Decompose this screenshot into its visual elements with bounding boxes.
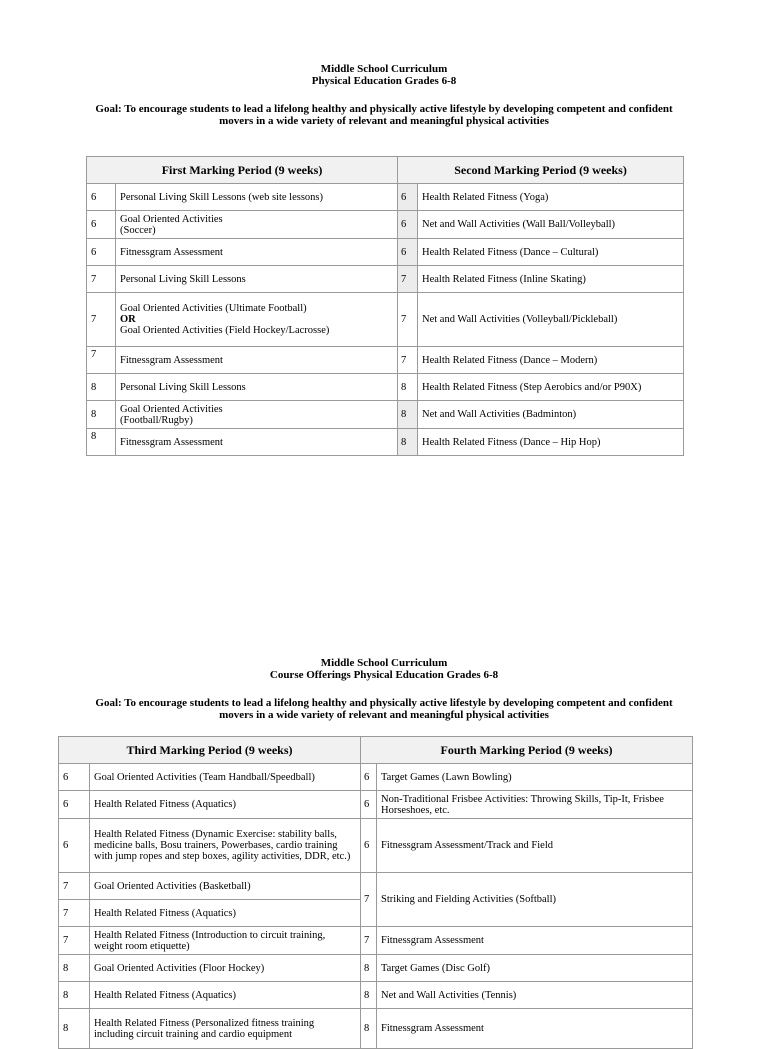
page2-goal-line2: movers in a wide variety of relevant and meaningful physical activities: [219, 709, 549, 721]
header-third-period: Third Marking Period (9 weeks): [59, 737, 361, 764]
grade-cell: 8: [59, 1009, 90, 1049]
activity-cell: Personal Living Skill Lessons: [116, 266, 398, 293]
activity-cell: [116, 293, 398, 347]
activity-line: Goal Oriented Activities: [120, 403, 223, 415]
grade-cell: 6: [87, 184, 116, 211]
grade-cell: 7: [59, 927, 90, 955]
activity-line: Goal Oriented Activities (Ultimate Football): [120, 303, 307, 314]
grade-cell: 6: [59, 764, 90, 791]
activity-cell: Goal Oriented Activities (Basketball): [90, 873, 361, 900]
grade-cell: 7: [398, 266, 418, 293]
grade-cell: 6: [398, 184, 418, 211]
page1-table: [86, 156, 684, 456]
grade-cell: 8: [398, 429, 418, 456]
grade-cell: 6: [87, 211, 116, 239]
page2-goal-line1: Goal: To encourage students to lead a lifelong healthy and physically active lifestyle by developing competent and confident: [95, 697, 673, 709]
activity-cell: Health Related Fitness (Dynamic Exercise: stability balls, medicine balls, Bosu trainers, Powerbases, cardio training with jump ropes and step boxes, agility activities, DDR, etc.): [90, 819, 361, 873]
table-header-row: [87, 157, 684, 184]
table-row: [87, 374, 684, 401]
grade-cell: 7: [87, 347, 116, 374]
table-row: [59, 1009, 693, 1049]
table-row: [59, 982, 693, 1009]
activity-cell: Fitnessgram Assessment: [377, 1009, 693, 1049]
activity-cell: Non-Traditional Frisbee Activities: Throwing Skills, Tip-It, Frisbee Horseshoes, etc.: [377, 791, 693, 819]
grade-cell: 8: [87, 374, 116, 401]
activity-cell: Personal Living Skill Lessons (web site lessons): [116, 184, 398, 211]
grade-cell: 8: [87, 401, 116, 429]
grade-cell: 8: [361, 955, 377, 982]
grade-cell: 6: [59, 819, 90, 873]
activity-cell: Health Related Fitness (Aquatics): [90, 791, 361, 819]
activity-cell: Fitnessgram Assessment: [116, 347, 398, 374]
activity-cell: Net and Wall Activities (Volleyball/Pickleball): [418, 293, 684, 347]
activity-cell: Target Games (Lawn Bowling): [377, 764, 693, 791]
page2-table: [58, 736, 693, 1049]
activity-cell: Net and Wall Activities (Badminton): [418, 401, 684, 429]
activity-cell: Fitnessgram Assessment/Track and Field: [377, 819, 693, 873]
table-row: [87, 239, 684, 266]
activity-cell: Personal Living Skill Lessons: [116, 374, 398, 401]
grade-cell: 6: [361, 764, 377, 791]
table-row: [87, 184, 684, 211]
page1-header: [0, 63, 768, 127]
grade-cell: 7: [361, 873, 377, 927]
grade-cell: 7: [398, 347, 418, 374]
activity-cell: Health Related Fitness (Aquatics): [90, 982, 361, 1009]
grade-cell: 8: [87, 429, 116, 456]
activity-line: Goal Oriented Activities: [120, 213, 223, 225]
activity-line: (Soccer): [120, 224, 156, 236]
activity-cell: Health Related Fitness (Introduction to circuit training, weight room etiquette): [90, 927, 361, 955]
table-row: [87, 401, 684, 429]
grade-cell: 8: [59, 955, 90, 982]
grade-cell: 6: [398, 211, 418, 239]
or-label: OR: [120, 314, 136, 325]
grade-cell: 6: [398, 239, 418, 266]
activity-cell: Fitnessgram Assessment: [377, 927, 693, 955]
grade-cell: 8: [361, 982, 377, 1009]
table-row: [87, 266, 684, 293]
grade-cell: 8: [361, 1009, 377, 1049]
activity-cell: Health Related Fitness (Inline Skating): [418, 266, 684, 293]
activity-cell: Goal Oriented Activities (Floor Hockey): [90, 955, 361, 982]
grade-cell: 6: [361, 791, 377, 819]
grade-cell: 8: [398, 374, 418, 401]
grade-cell: 7: [87, 293, 116, 347]
grade-cell: 6: [87, 239, 116, 266]
activity-cell: Fitnessgram Assessment: [116, 239, 398, 266]
grade-cell: 8: [59, 982, 90, 1009]
activity-cell: Health Related Fitness (Dance – Modern): [418, 347, 684, 374]
page2-title-line1: Middle School Curriculum: [320, 657, 448, 669]
activity-cell: Health Related Fitness (Step Aerobics and/or P90X): [418, 374, 684, 401]
activity-cell: Net and Wall Activities (Tennis): [377, 982, 693, 1009]
activity-cell: [116, 211, 398, 239]
activity-cell: Health Related Fitness (Aquatics): [90, 900, 361, 927]
table-row: [59, 873, 693, 900]
grade-cell: 7: [398, 293, 418, 347]
table-row: [59, 819, 693, 873]
page1-goal-line2: movers in a wide variety of relevant and meaningful physical activities: [219, 115, 549, 127]
activity-line: Goal Oriented Activities (Field Hockey/Lacrosse): [120, 325, 330, 336]
table-header-row: [59, 737, 693, 764]
grade-cell: 6: [59, 791, 90, 819]
grade-cell: 7: [59, 900, 90, 927]
activity-cell: Goal Oriented Activities (Team Handball/Speedball): [90, 764, 361, 791]
header-second-period: Second Marking Period (9 weeks): [398, 157, 684, 184]
page1-goal-line1: Goal: To encourage students to lead a lifelong healthy and physically active lifestyle by developing competent and confident: [95, 103, 673, 115]
activity-cell: Fitnessgram Assessment: [116, 429, 398, 456]
header-fourth-period: Fourth Marking Period (9 weeks): [361, 737, 693, 764]
activity-line: (Football/Rugby): [120, 414, 193, 426]
grade-cell: 7: [59, 873, 90, 900]
table-row: [59, 927, 693, 955]
header-first-period: First Marking Period (9 weeks): [87, 157, 398, 184]
table-row: [59, 955, 693, 982]
activity-cell: Striking and Fielding Activities (Softball): [377, 873, 693, 927]
table-row: [87, 347, 684, 374]
page2-header: [0, 657, 768, 721]
table-row: [59, 764, 693, 791]
grade-cell: 8: [398, 401, 418, 429]
grade-cell: 7: [361, 927, 377, 955]
table-row: [87, 211, 684, 239]
activity-cell: Target Games (Disc Golf): [377, 955, 693, 982]
grade-cell: 7: [87, 266, 116, 293]
activity-cell: [116, 401, 398, 429]
page1-title-line2: Physical Education Grades 6-8: [311, 75, 457, 87]
activity-cell: Net and Wall Activities (Wall Ball/Volleyball): [418, 211, 684, 239]
activity-cell: Health Related Fitness (Yoga): [418, 184, 684, 211]
grade-cell: 6: [361, 819, 377, 873]
page2-title-line2: Course Offerings Physical Education Grades 6-8: [269, 669, 499, 681]
table-row: [59, 791, 693, 819]
table-row: [87, 293, 684, 347]
activity-cell: Health Related Fitness (Dance – Hip Hop): [418, 429, 684, 456]
activity-cell: Health Related Fitness (Personalized fitness training including circuit training and cardio equipment: [90, 1009, 361, 1049]
page1-title-line1: Middle School Curriculum: [320, 63, 448, 75]
activity-cell: Health Related Fitness (Dance – Cultural): [418, 239, 684, 266]
table-row: [87, 429, 684, 456]
